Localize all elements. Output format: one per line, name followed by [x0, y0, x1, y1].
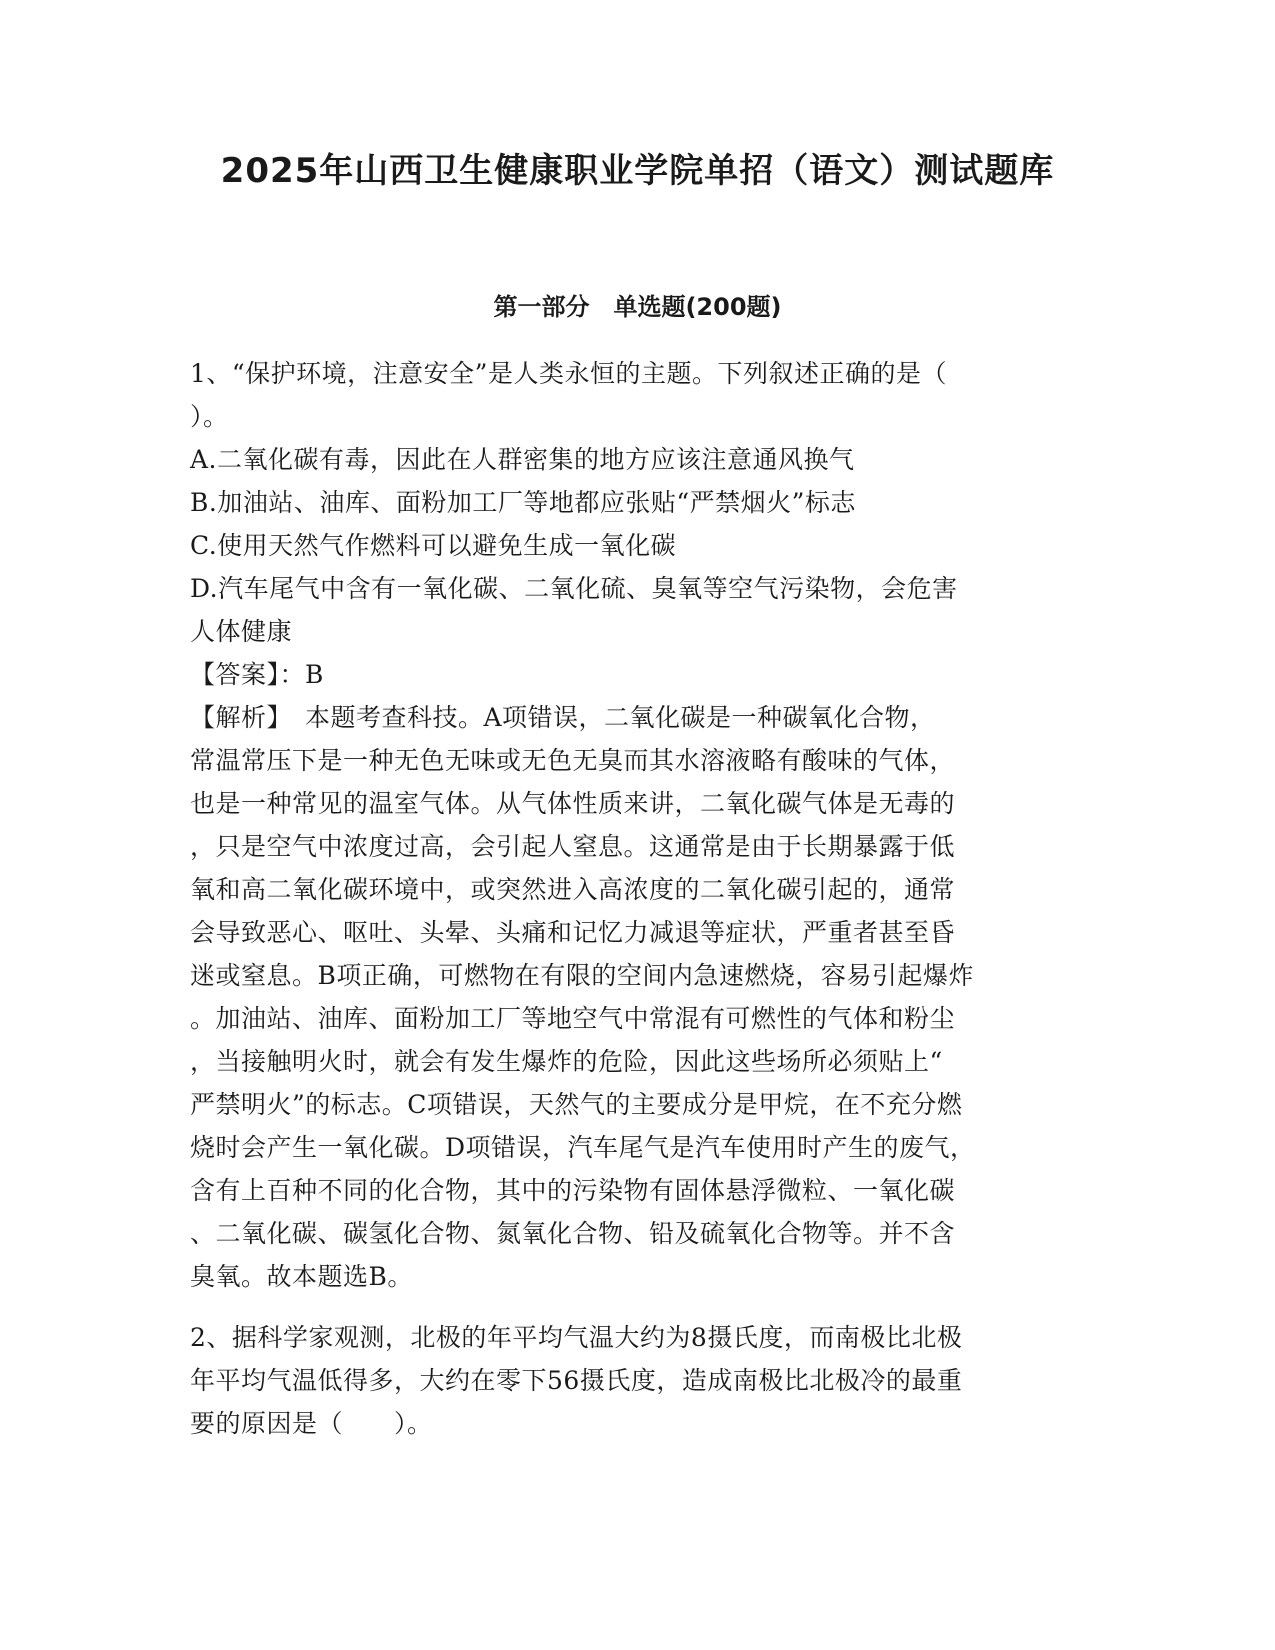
option-d-continued: 人体健康 — [190, 617, 293, 646]
question-stem-line: 2、据科学家观测，北极的年平均气温大约为8摄氏度，而南极比北极 — [190, 1323, 963, 1352]
question-list — [190, 352, 1085, 1445]
analysis-line: ，当接触明火时，就会有发生爆炸的危险，因此这些场所必须贴上“ — [190, 1047, 943, 1076]
option-b: B.加油站、油库、面粉加工厂等地都应张贴“严禁烟火”标志 — [190, 488, 856, 517]
analysis-line: ，只是空气中浓度过高，会引起人窒息。这通常是由于长期暴露于低 — [190, 832, 956, 861]
option-a: A.二氧化碳有毒，因此在人群密集的地方应该注意通风换气 — [190, 445, 855, 474]
question-2 — [190, 1316, 1085, 1445]
analysis-line: 含有上百种不同的化合物，其中的污染物有固体悬浮微粒、一氧化碳 — [190, 1176, 956, 1205]
question-stem-line: 要的原因是（ ）。 — [190, 1409, 433, 1438]
question-spacer — [190, 1298, 1085, 1316]
analysis-line: 、二氧化碳、碳氢化合物、氮氧化合物、铅及硫氧化合物等。并不含 — [190, 1219, 956, 1248]
analysis-line: 常温常压下是一种无色无味或无色无臭而其水溶液略有酸味的气体， — [190, 746, 956, 775]
analysis-line: 严禁明火”的标志。C项错误，天然气的主要成分是甲烷，在不充分燃 — [190, 1090, 963, 1119]
document-title: 2025年山西卫生健康职业学院单招（语文）测试题库 — [220, 151, 1055, 191]
question-1 — [190, 352, 1085, 1298]
option-c: C.使用天然气作燃料可以避免生成一氧化碳 — [190, 531, 677, 560]
question-stem-line: 年平均气温低得多，大约在零下56摄氏度，造成南极比北极冷的最重 — [190, 1366, 963, 1395]
answer-line: 【答案】：B — [190, 660, 324, 689]
analysis-line: 。加油站、油库、面粉加工厂等地空气中常混有可燃性的气体和粉尘 — [190, 1004, 956, 1033]
analysis-line: 烧时会产生一氧化碳。D项错误，汽车尾气是汽车使用时产生的废气， — [190, 1133, 976, 1162]
option-d: D.汽车尾气中含有一氧化碳、二氧化硫、臭氧等空气污染物，会危害 — [190, 574, 958, 603]
analysis-line: 也是一种常见的温室气体。从气体性质来讲，二氧化碳气体是无毒的 — [190, 789, 956, 818]
analysis-line: 会导致恶心、呕吐、头晕、头痛和记忆力减退等症状，严重者甚至昏 — [190, 918, 956, 947]
analysis-line: 臭氧。故本题选B。 — [190, 1262, 413, 1291]
analysis-line: 【解析】 本题考查科技。A项错误，二氧化碳是一种碳氧化合物， — [190, 703, 936, 732]
question-stem-line: ）。 — [190, 402, 229, 431]
analysis-line: 迷或窒息。B项正确，可燃物在有限的空间内急速燃烧，容易引起爆炸 — [190, 961, 974, 990]
question-stem-line: 1、“保护环境，注意安全”是人类永恒的主题。下列叙述正确的是（ — [190, 359, 947, 388]
analysis-line: 氧和高二氧化碳环境中，或突然进入高浓度的二氧化碳引起的，通常 — [190, 875, 956, 904]
section-title: 第一部分 单选题(200题) — [493, 293, 782, 321]
